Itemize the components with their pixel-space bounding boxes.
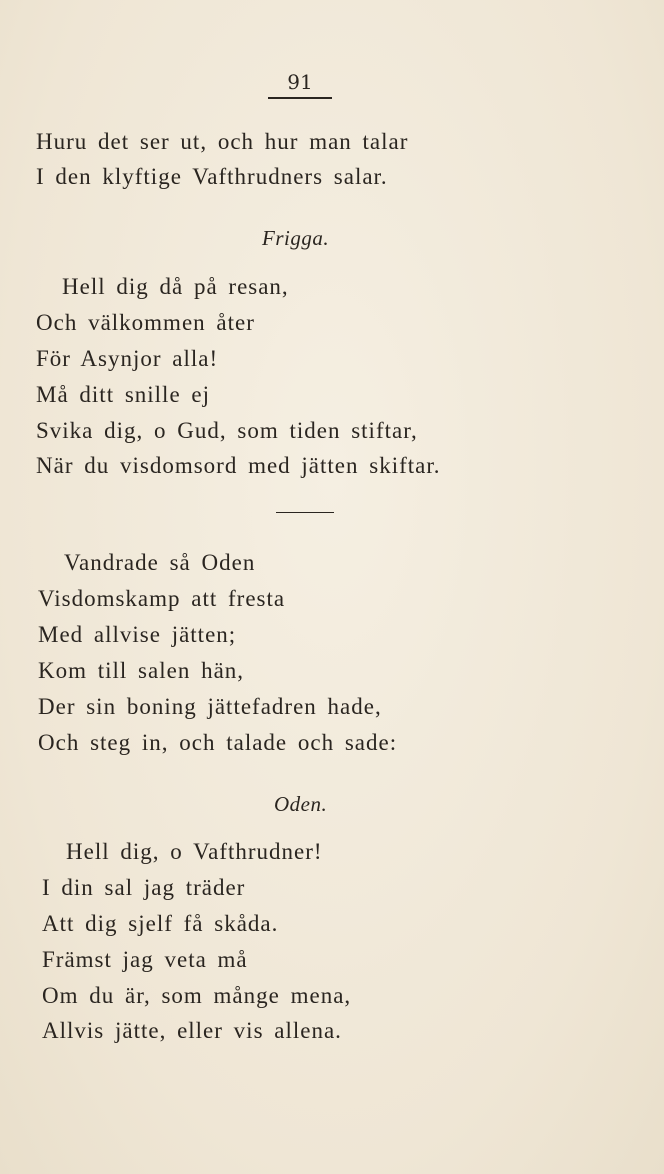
verse-line: I den klyftige Vafthrudners salar. — [36, 164, 388, 189]
verse-line: Må ditt snille ej — [36, 382, 211, 407]
verse-line: Att dig sjelf få skåda. — [42, 911, 279, 936]
verse-line: För Asynjor alla! — [36, 346, 219, 371]
verse-line: Främst jag veta må — [42, 947, 248, 972]
verse-line: Om du är, som månge mena, — [42, 983, 352, 1008]
verse-line: Hell dig, o Vafthrudner! — [66, 839, 323, 864]
verse-line: Hell dig då på resan, — [62, 274, 289, 299]
verse-line: Visdomskamp att fresta — [38, 586, 286, 611]
section-divider — [276, 512, 334, 513]
verse-line: Med allvise jätten; — [38, 622, 237, 647]
verse-line: Der sin boning jättefadren hade, — [38, 694, 382, 719]
speaker-heading-frigga: Frigga. — [262, 226, 330, 250]
verse-line: Kom till salen hän, — [38, 658, 245, 683]
verse-line: I din sal jag träder — [42, 875, 246, 900]
page-number: 91 — [287, 70, 313, 94]
verse-line: När du visdomsord med jätten skiftar. — [36, 453, 441, 478]
verse-line: Vandrade så Oden — [64, 550, 256, 575]
verse-line: Svika dig, o Gud, som tiden stiftar, — [36, 418, 418, 443]
verse-line: Allvis jätte, eller vis allena. — [42, 1018, 342, 1043]
verse-line: Huru det ser ut, och hur man talar — [36, 129, 409, 154]
verse-line: Och välkommen åter — [36, 310, 255, 335]
verse-line: Och steg in, och talade och sade: — [38, 730, 398, 755]
speaker-heading-oden: Oden. — [274, 792, 328, 816]
page-number-underline — [268, 97, 332, 99]
